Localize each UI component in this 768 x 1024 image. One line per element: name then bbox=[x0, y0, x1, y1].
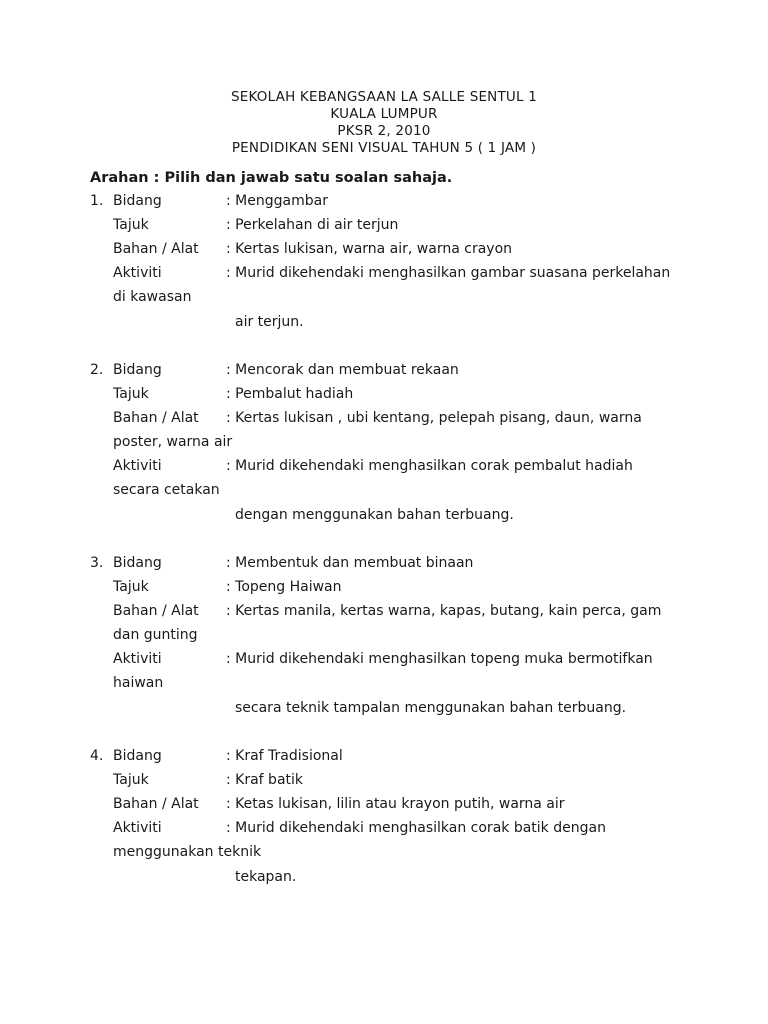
bahan-value: : Kertas manila, kertas warna, kapas, butang, kain perca, gam bbox=[226, 603, 662, 619]
aktiviti-continuation: air terjun. bbox=[235, 314, 304, 330]
aktiviti-wrap: di kawasan bbox=[113, 289, 192, 305]
school-name: SEKOLAH KEBANGSAAN LA SALLE SENTUL 1 bbox=[230, 89, 538, 105]
bahan-label: Bahan / Alat bbox=[113, 410, 199, 426]
aktiviti-label: Aktiviti bbox=[113, 265, 162, 281]
bahan-label: Bahan / Alat bbox=[113, 241, 199, 257]
instruction-text: Arahan : Pilih dan jawab satu soalan sahaja. bbox=[90, 170, 453, 186]
subject-title: PENDIDIKAN SENI VISUAL TAHUN 5 ( 1 JAM ) bbox=[231, 140, 537, 156]
bidang-value: : Menggambar bbox=[226, 193, 328, 209]
question-number: 2. bbox=[90, 362, 104, 378]
question-number: 3. bbox=[90, 555, 104, 571]
aktiviti-value: : Murid dikehendaki menghasilkan corak pembalut hadiah bbox=[226, 458, 633, 474]
tajuk-value: : Topeng Haiwan bbox=[226, 579, 342, 595]
aktiviti-label: Aktiviti bbox=[113, 458, 162, 474]
aktiviti-continuation: secara teknik tampalan menggunakan bahan terbuang. bbox=[235, 700, 627, 716]
bidang-value: : Membentuk dan membuat binaan bbox=[226, 555, 474, 571]
bahan-label: Bahan / Alat bbox=[113, 603, 199, 619]
aktiviti-wrap: haiwan bbox=[113, 675, 164, 691]
aktiviti-continuation: tekapan. bbox=[235, 869, 297, 885]
aktiviti-label: Aktiviti bbox=[113, 651, 162, 667]
bidang-label: Bidang bbox=[113, 748, 162, 764]
question-number: 1. bbox=[90, 193, 104, 209]
aktiviti-label: Aktiviti bbox=[113, 820, 162, 836]
bahan-value: : Ketas lukisan, lilin atau krayon putih, warna air bbox=[226, 796, 565, 812]
aktiviti-continuation: dengan menggunakan bahan terbuang. bbox=[235, 507, 514, 523]
exam-name: PKSR 2, 2010 bbox=[337, 123, 431, 139]
bahan-label: Bahan / Alat bbox=[113, 796, 199, 812]
aktiviti-wrap: menggunakan teknik bbox=[113, 844, 262, 860]
tajuk-label: Tajuk bbox=[113, 579, 149, 595]
bahan-wrap: dan gunting bbox=[113, 627, 198, 643]
tajuk-label: Tajuk bbox=[113, 386, 149, 402]
tajuk-label: Tajuk bbox=[113, 217, 149, 233]
aktiviti-value: : Murid dikehendaki menghasilkan corak batik dengan bbox=[226, 820, 606, 836]
tajuk-value: : Kraf batik bbox=[226, 772, 304, 788]
bidang-label: Bidang bbox=[113, 362, 162, 378]
tajuk-value: : Perkelahan di air terjun bbox=[226, 217, 399, 233]
document-header bbox=[0, 89, 768, 157]
aktiviti-value: : Murid dikehendaki menghasilkan topeng muka bermotifkan bbox=[226, 651, 653, 667]
bidang-value: : Mencorak dan membuat rekaan bbox=[226, 362, 459, 378]
question-number: 4. bbox=[90, 748, 104, 764]
bahan-value: : Kertas lukisan , ubi kentang, pelepah pisang, daun, warna bbox=[226, 410, 642, 426]
aktiviti-wrap: secara cetakan bbox=[113, 482, 220, 498]
bidang-value: : Kraf Tradisional bbox=[226, 748, 343, 764]
aktiviti-value: : Murid dikehendaki menghasilkan gambar suasana perkelahan bbox=[226, 265, 671, 281]
school-location: KUALA LUMPUR bbox=[330, 106, 438, 122]
bahan-value: : Kertas lukisan, warna air, warna crayon bbox=[226, 241, 513, 257]
tajuk-value: : Pembalut hadiah bbox=[226, 386, 354, 402]
bidang-label: Bidang bbox=[113, 193, 162, 209]
bahan-wrap: poster, warna air bbox=[113, 434, 233, 450]
bidang-label: Bidang bbox=[113, 555, 162, 571]
tajuk-label: Tajuk bbox=[113, 772, 149, 788]
